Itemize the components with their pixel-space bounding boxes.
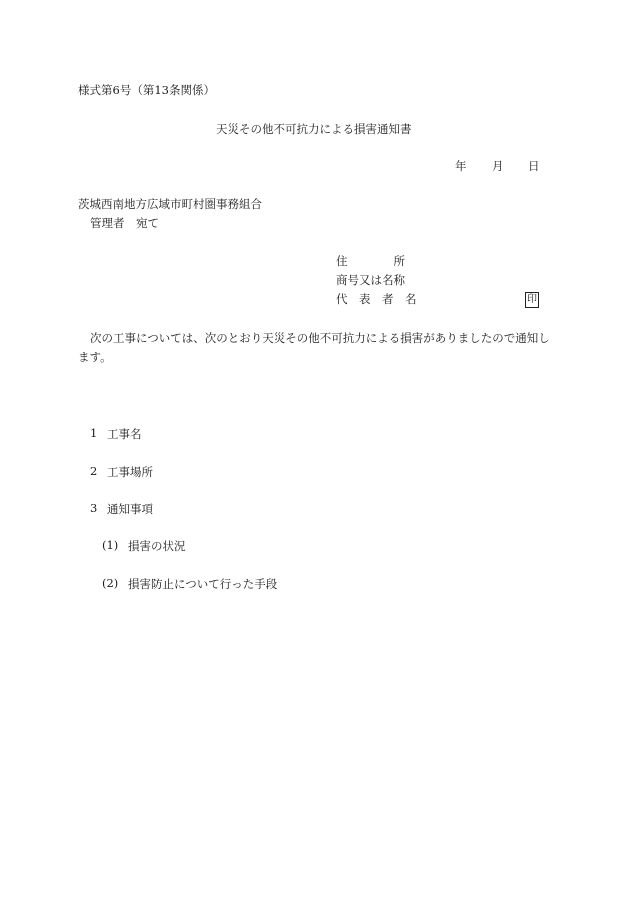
date-year-label: 年 [455,159,467,173]
addressee-role: 管理者 宛て [90,216,159,230]
subitem-label: 損害の状況 [128,539,186,553]
item-label: 工事名 [107,427,142,441]
item-number: 1 [90,426,98,440]
sender-address-row [336,255,556,274]
notice-body: 次の工事については、次のとおり天災その他不可抗力による損害がありましたので通知します。 [78,331,550,364]
subitem-label: 損害防止について行った手段 [128,577,278,591]
sender-name-label: 商号又は名称 [336,273,405,287]
addressee-organization: 茨城西南地方広域市町村圏事務組合 [78,197,262,211]
item-label: 工事場所 [107,465,153,479]
document-title: 天災その他不可抗力による損害通知書 [216,122,412,136]
item-label: 通知事項 [107,502,153,516]
sender-address-label: 住 所 [336,254,405,268]
subitem-number: (1) [102,538,119,552]
form-number: 様式第6号（第13条関係） [78,83,215,97]
sender-block [336,255,556,312]
sender-name-row [336,274,556,293]
subitem-number: (2) [102,576,119,590]
sender-representative-label: 代 表 者 名 [336,292,417,306]
sender-representative-row [336,293,556,312]
seal-mark: 印 [525,292,539,308]
item-number: 2 [90,464,98,478]
date-day-label: 日 [528,159,540,173]
item-number: 3 [90,501,98,515]
date-month-label: 月 [492,159,504,173]
